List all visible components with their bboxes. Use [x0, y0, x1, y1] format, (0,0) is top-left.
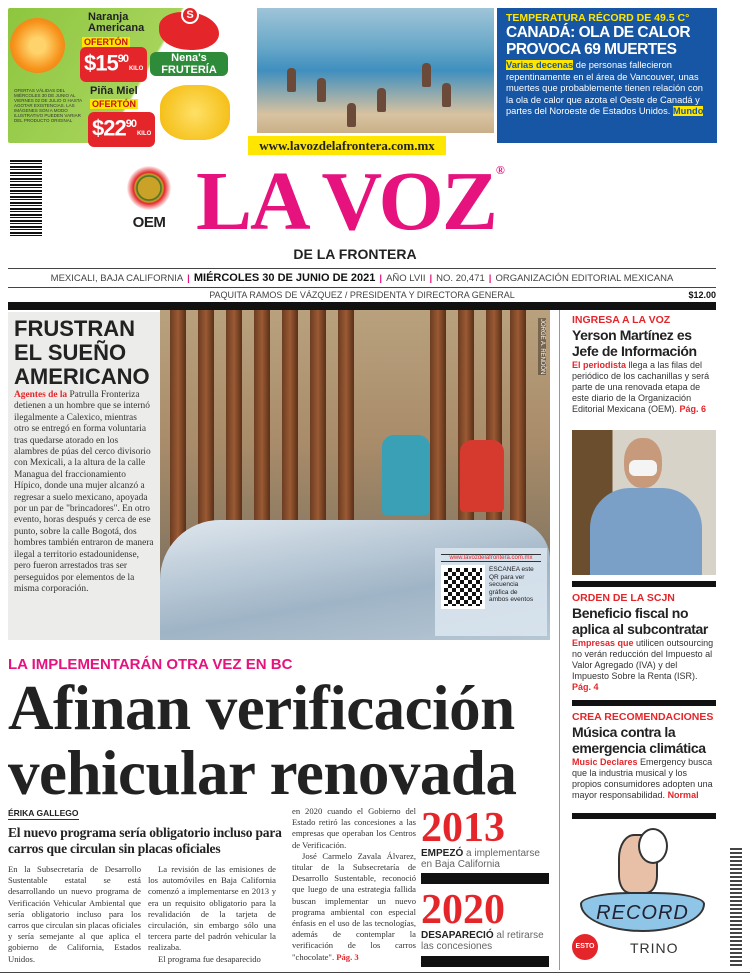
qr-box[interactable]: www.lavozdelafrontera.com.mx ESCANEA este QR para ver secuencia gráfica de ambos eventos [435, 548, 547, 636]
pineapple-image [160, 85, 230, 140]
barcode [10, 160, 42, 238]
main-subhead: El nuevo programa sería obligatorio incluso para carros que circulan sin placas oficiales [8, 825, 282, 856]
ad-unit-2: KILO [136, 131, 152, 138]
ad-price-1: $\$15^{90}KILO$ [80, 47, 147, 82]
border-story-headline: FRUSTRAN EL SUEÑO AMERICANO [14, 316, 150, 389]
main-body-col3: en 2020 cuando el Gobierno del Estado retiró las concesiones a las empresas que operaban los Centros de Verificación. José Carmelo Zavala Álvarez, titular de la Subsecretaría de Desarrollo Sustentable, reconoció que luego de una estrategia fallida buscan implementar un nuevo programa ambiental con especial énfasis en el uso de las tecnologías, además de contemplar la verificación de los carros "chocolate". Pág. 3 [292, 806, 416, 962]
main-headline-line1[interactable]: Afinan verificación [8, 673, 515, 743]
oem-sun-icon [127, 166, 171, 210]
column-divider [559, 310, 560, 970]
right-story-1[interactable]: INGRESA A LA VOZ Yerson Martínez es Jefe de Información El periodista llega a las filas del periódico de los cachanillas y será parte de una renovada etapa de este diario de la Organización Editorial Mexicana (OEM). Pág. 6 [572, 314, 710, 414]
main-body-col1: En la Subsecretaría de Desarrollo Sustentable estatal se está desarrollando un nuevo programa de Verificación Vehicular Ambiental que sería obligatorio incluso para los carros que circulan sin placas oficiales y sería semejante al que aplica el gobierno de California, Estados Unidos. [8, 864, 141, 964]
main-headline-line2[interactable]: vehicular renovada [8, 738, 517, 808]
border-story-body: Agentes de la Patrulla Fronteriza detienen a un hombre que se internó ilegalmente a Calexico, mientras otro se entregó en forma voluntaria tras quedarse atorado en los alambres de púas del cerco divisorio con Mexicali, a la altura de la calle Managua del fraccionamiento Hípico, donde una mujer alcanzó a regresar a suelo mexicano, apoyada por un par de "brincadores". En otro evento, horas después y cerca de ese punto, sobre la calle Bogotá, dos hombres también entraron de manera ilegal a territorio estadounidense, pero fueron arrestados tras ser perseguidos por elementos de la misma corporación. [14, 390, 154, 594]
top-story-body: Varias decenas de personas fallecieron repentinamente en el área de Vancouver, unas muertes que probablemente tienen relación con la ola de calor que azota el Oeste de Canadá y partes del Noroeste de Estados Unidos. Mundo [506, 60, 704, 116]
border-story[interactable] [8, 312, 160, 640]
cover-price: $12.00 [688, 290, 716, 300]
ad-product-1: Naranja Americana [88, 11, 145, 34]
divider-bar [421, 873, 549, 884]
divider-bar [8, 302, 716, 310]
masthead-title: LA VOZ® [196, 155, 505, 248]
ad-product-2: Piña Miel [90, 85, 138, 97]
director-line: PAQUITA RAMOS DE VÁZQUEZ / PRESIDENTA Y DIRECTORA GENERAL [209, 290, 515, 300]
top-story-canada[interactable] [497, 8, 717, 143]
divider-bar [572, 700, 716, 706]
main-body-col2: La revisión de las emisiones de los automóviles en Baja California comenzó a implementarse en 2013 y era un requisito obligatorio para la revalidación de la tarjeta de circulación, sin embargo sólo una tercera parte del padrón vehicular la realizaba. El programa fue desaparecido [148, 864, 276, 964]
byline: ÉRIKA GALLEGO [8, 808, 79, 818]
stat-2013: 2013 EMPEZÓ a implementarse en Baja California [421, 805, 540, 870]
top-story-kicker: TEMPERATURA RÉCORD DE 49.5 C° [506, 12, 690, 24]
website-url[interactable]: www.lavozdelafrontera.com.mx [248, 136, 446, 155]
divider [8, 287, 716, 288]
esto-badge: ESTO [572, 934, 598, 960]
border-wall-photo[interactable] [160, 310, 550, 640]
orange-image [10, 18, 65, 73]
yerson-martinez-photo [572, 430, 716, 575]
ad-fine-print: OFERTAS VÁLIDAS DEL MIÉRCOLES 30 DE JUNIO AL VIERNES 02 DE JULIO O HASTA AGOTAR EXISTENCIAS. LAS IMÁGENES SON A MODO ILUSTRATIVO PUEDEN VARIAR DEL PRODUCTO ORIGINAL [14, 88, 82, 123]
ad-offer-2: OFERTÓN [92, 99, 136, 109]
ad-price-2: $\$22^{90}KILO$ [88, 112, 155, 147]
side-barcode [730, 848, 742, 966]
qr-code-icon[interactable] [441, 565, 485, 609]
photo-credit: JORGE A. RENDÓN [539, 319, 545, 375]
ad-unit-1: KILO [128, 66, 144, 73]
page-bottom-rule [0, 972, 750, 973]
dateline: MEXICALI, BAJA CALIFORNIA | MIÉRCOLES 30 DE JUNIO DE 2021 | AÑO LVII | NO. 20,471 | ORGANIZACIÓN EDITORIAL MEXICANA [50, 272, 674, 284]
fruteria-logo: S Nena's FRUTERÍA [150, 12, 228, 77]
right-story-3[interactable]: CREA RECOMENDACIONES Música contra la emergencia climática Music Declares Emergency busca que la industria musical y los propios consumidores adopten una mayor responsabilidad. Normal [572, 711, 714, 800]
stat-2020: 2020 DESAPARECIÓ al retirarse las concesiones [421, 887, 544, 952]
divider [8, 268, 716, 269]
main-kicker: LA IMPLEMENTARÁN OTRA VEZ EN BC [8, 656, 293, 673]
divider-bar [421, 956, 549, 967]
top-story-headline: CANADÁ: OLA DE CALOR PROVOCA 69 MUERTES [506, 24, 691, 58]
divider-bar [572, 813, 716, 819]
masthead-subtitle: DE LA FRONTERA [293, 246, 417, 262]
ad-offer-1: OFERTÓN [84, 37, 128, 47]
right-story-2[interactable]: ORDEN DE LA SCJN Beneficio fiscal no aplica al subcontratar Empresas que utilicen outsourcing no verán reducción del Impuesto al Valor Agregado (IVA) y del Impuesto Sobre la Renta (ISR). Pág. 4 [572, 592, 714, 692]
divider-bar [572, 581, 716, 587]
trino-cartoon[interactable]: RECORD TRINO ESTO [572, 822, 716, 970]
oem-logo: OEM [120, 166, 178, 238]
beach-photo[interactable] [257, 8, 494, 133]
